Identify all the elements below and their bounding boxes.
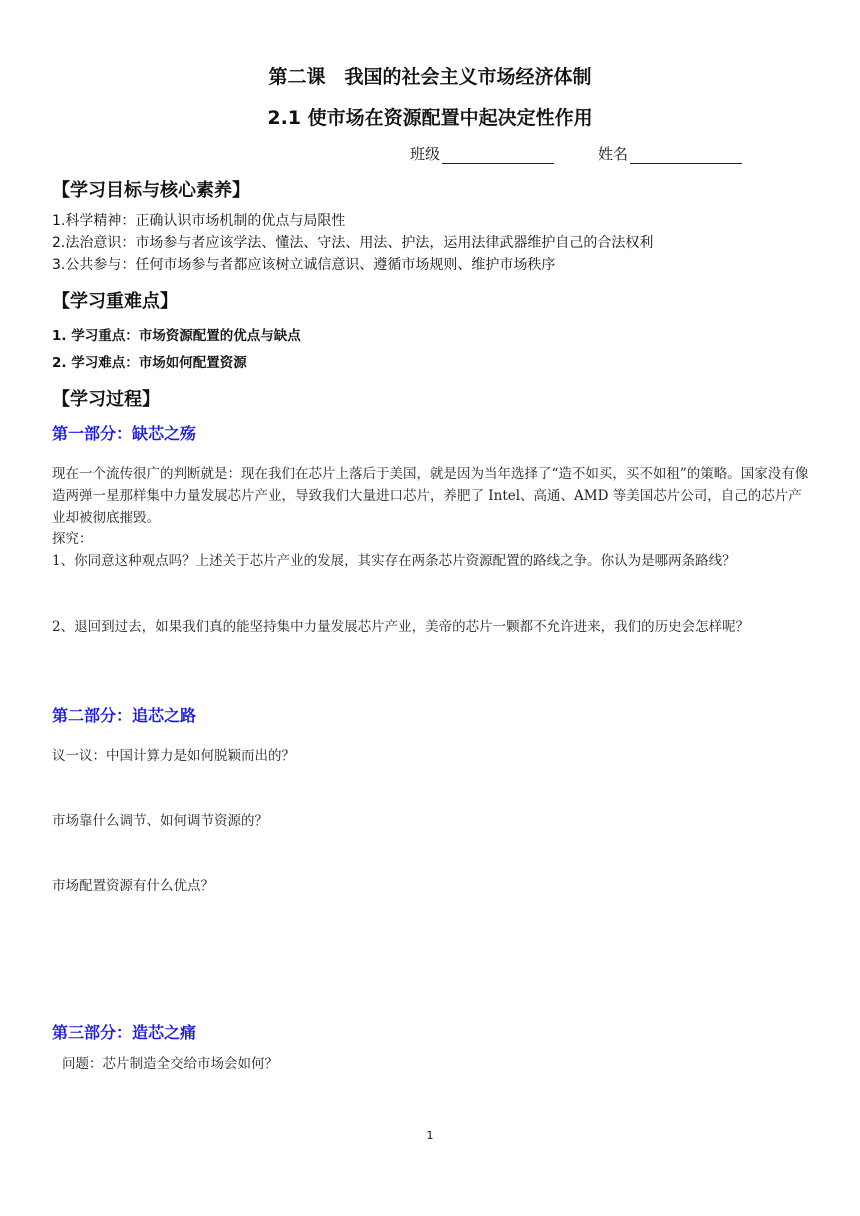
part1-question-2: 2、退回到过去，如果我们真的能坚持集中力量发展芯片产业，美帝的芯片一颗都不允许进来，我们的历史会怎样呢？ bbox=[52, 619, 750, 635]
part3-title: 第三部分：造芯之痛 bbox=[52, 1023, 197, 1042]
part1-question-1: 1、你同意这种观点吗？上述关于芯片产业的发展，其实存在两条芯片资源配置的路线之争。你认为是哪两条路线？ bbox=[52, 553, 736, 569]
part3-question-1: 问题：芯片制造全交给市场会如何？ bbox=[62, 1056, 278, 1072]
part2-title: 第二部分：追芯之路 bbox=[52, 706, 197, 725]
objectives-heading: 【学习目标与核心素养】 bbox=[52, 180, 250, 201]
explore-label: 探究： bbox=[52, 531, 93, 547]
part2-question-1: 议一议：中国计算力是如何脱颖而出的？ bbox=[52, 748, 295, 764]
name-field bbox=[598, 143, 742, 164]
key-point-item: 2. 学习难点：市场如何配置资源 bbox=[52, 355, 247, 371]
part1-title: 第一部分：缺芯之殇 bbox=[52, 424, 197, 443]
class-label: 班级 bbox=[410, 145, 441, 163]
class-blank[interactable] bbox=[442, 146, 554, 164]
name-label: 姓名 bbox=[598, 145, 629, 163]
class-field bbox=[410, 143, 554, 164]
key-points-heading: 【学习重难点】 bbox=[52, 291, 178, 312]
objective-item: 1.科学精神：正确认识市场机制的优点与局限性 bbox=[52, 213, 346, 229]
key-point-item: 1. 学习重点：市场资源配置的优点与缺点 bbox=[52, 328, 301, 344]
name-blank[interactable] bbox=[630, 146, 742, 164]
page-number: 1 bbox=[426, 1129, 434, 1142]
section-subtitle: 2.1 使市场在资源配置中起决定性作用 bbox=[267, 107, 593, 129]
objective-item: 2.法治意识：市场参与者应该学法、懂法、守法、用法、护法，运用法律武器维护自己的合法权利 bbox=[52, 235, 654, 251]
process-heading: 【学习过程】 bbox=[52, 389, 160, 410]
part1-paragraph: 现在一个流传很广的判断就是：现在我们在芯片上落后于美国，就是因为当年选择了“造不如买，买不如租”的策略。国家没有像造两弹一星那样集中力量发展芯片产业，导致我们大量进口芯片，养肥了 Intel、高通、AMD 等美国芯片公司，自己的芯片产业却被彻底摧毁。 bbox=[52, 466, 809, 526]
lesson-title: 第二课 我国的社会主义市场经济体制 bbox=[268, 66, 592, 88]
objective-item: 3.公共参与：任何市场参与者都应该树立诚信意识、遵循市场规则、维护市场秩序 bbox=[52, 257, 556, 273]
part2-question-3: 市场配置资源有什么优点？ bbox=[52, 878, 214, 894]
part2-question-2: 市场靠什么调节、如何调节资源的？ bbox=[52, 813, 268, 829]
